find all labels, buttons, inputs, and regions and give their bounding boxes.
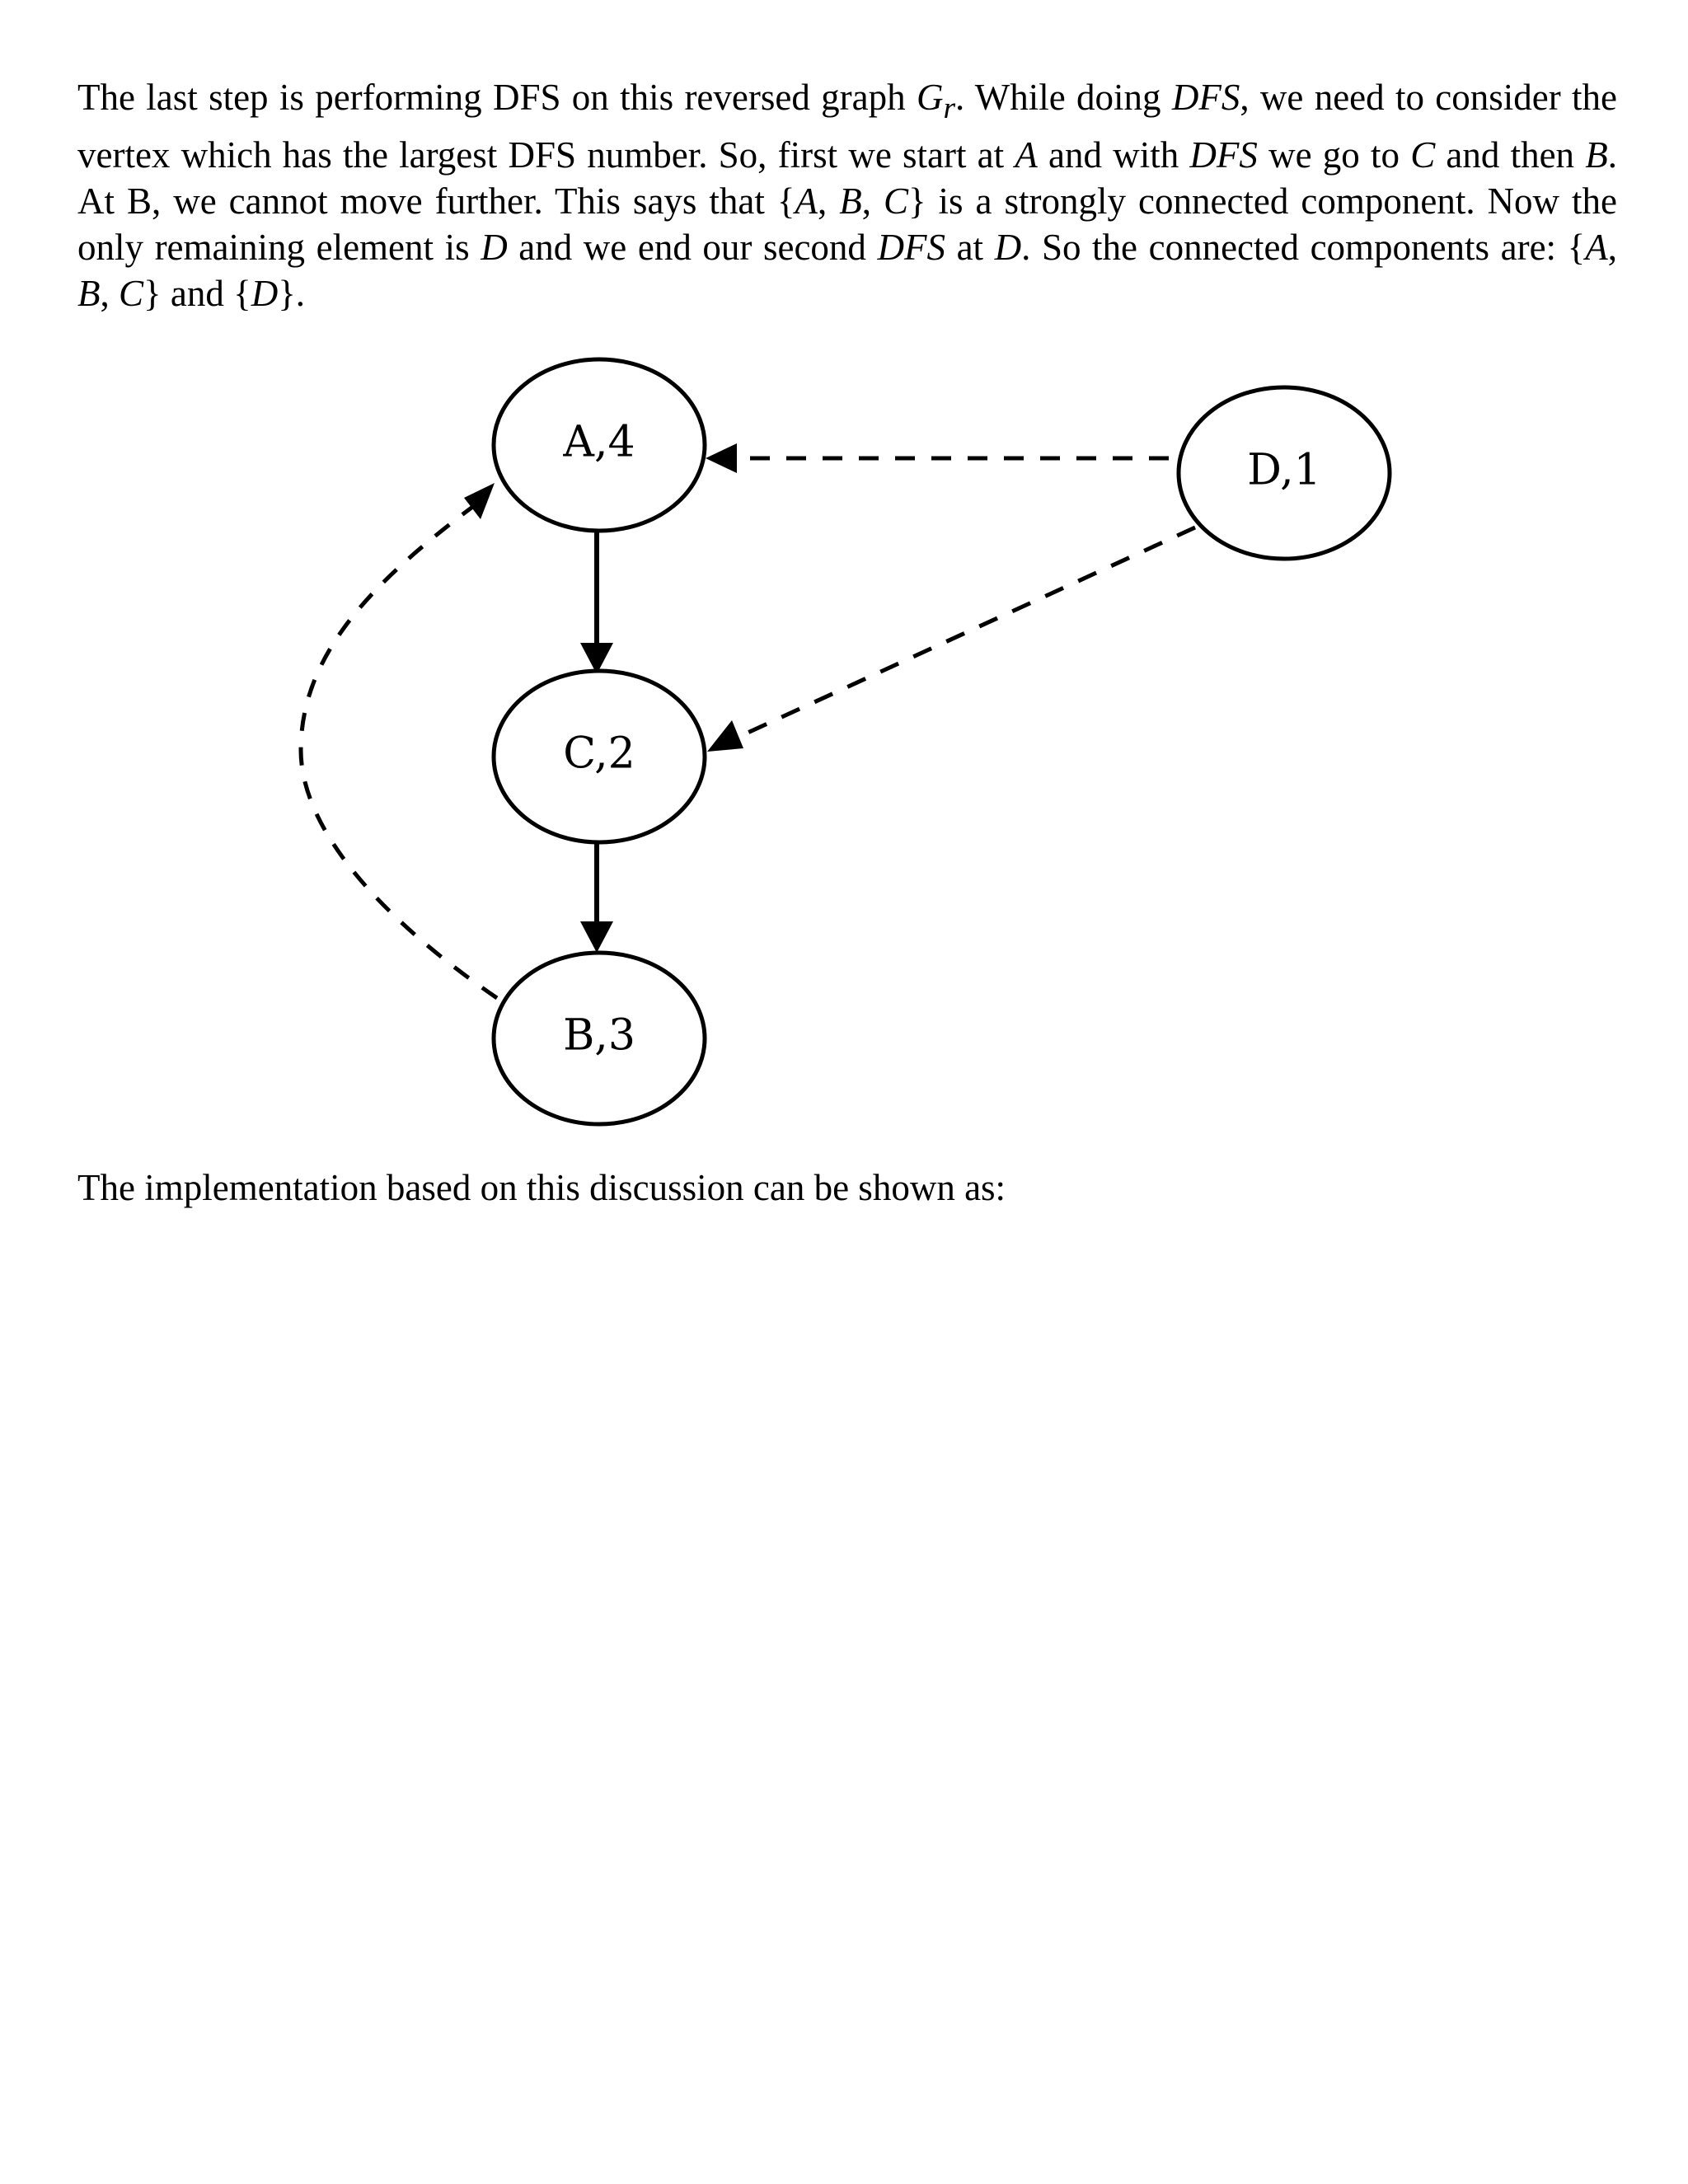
text-run: and we end our second	[507, 227, 878, 268]
text-run: } and {	[143, 273, 251, 314]
text-run: ,	[100, 273, 119, 314]
graph-node-b	[494, 953, 705, 1124]
text-run: DFS	[877, 227, 945, 268]
text-run: The last step is performing DFS on this reversed graph	[77, 77, 917, 118]
text-run: DFS	[1171, 77, 1240, 118]
text-run: ,	[861, 180, 884, 222]
edge-c-to-b	[580, 842, 613, 953]
edge-d-to-a	[706, 443, 1169, 473]
text-run: . So the connected components are: {	[1021, 227, 1586, 268]
text-run: } is a strongly connected component. Now the only remaining element is	[77, 180, 1618, 268]
text-run: at	[945, 227, 995, 268]
graph-node-d	[1179, 387, 1390, 559]
text-run: A	[1015, 134, 1038, 176]
text-run: . While doing	[955, 77, 1172, 118]
text-run: G	[916, 77, 944, 118]
paragraph-implementation: The implementation based on this discussion can be shown as:	[77, 1167, 1006, 1208]
text-run: D	[251, 273, 279, 314]
text-run: B	[1585, 134, 1608, 176]
text-run: A	[1585, 227, 1608, 268]
text-run: and then	[1435, 134, 1586, 176]
text-run: }.	[278, 273, 306, 314]
text-run: . At B, we cannot move further. This says that {	[77, 134, 1617, 222]
graph-node-c-label: C,2	[563, 729, 635, 779]
text-run: C	[119, 273, 144, 314]
text-run: B	[839, 180, 862, 222]
text-run: we go to	[1257, 134, 1411, 176]
edge-b-to-a	[301, 483, 497, 998]
graph-node-a	[494, 359, 705, 531]
text-run: C	[1410, 134, 1436, 176]
graph-node-c	[494, 671, 705, 842]
text-run: C	[883, 180, 908, 222]
text-run: and with	[1037, 134, 1190, 176]
text-run: B	[77, 273, 101, 314]
text-run: ,	[817, 180, 840, 222]
graph-node-b-label: B,3	[563, 1010, 635, 1061]
edge-a-to-c	[580, 532, 613, 674]
text-run: DFS	[1189, 134, 1258, 176]
text-run: D	[994, 227, 1022, 268]
text-run: D	[481, 227, 508, 268]
text-run: , we need to consider the vertex which has the largest DFS number. So, first we start at	[77, 77, 1618, 176]
graph-node-d-label: D,1	[1247, 445, 1321, 495]
text-run: r	[943, 91, 956, 125]
text-run: A	[795, 180, 818, 222]
edge-d-to-c	[707, 527, 1195, 752]
text-run: ,	[1607, 227, 1617, 268]
graph-node-a-label: A,4	[563, 417, 635, 467]
